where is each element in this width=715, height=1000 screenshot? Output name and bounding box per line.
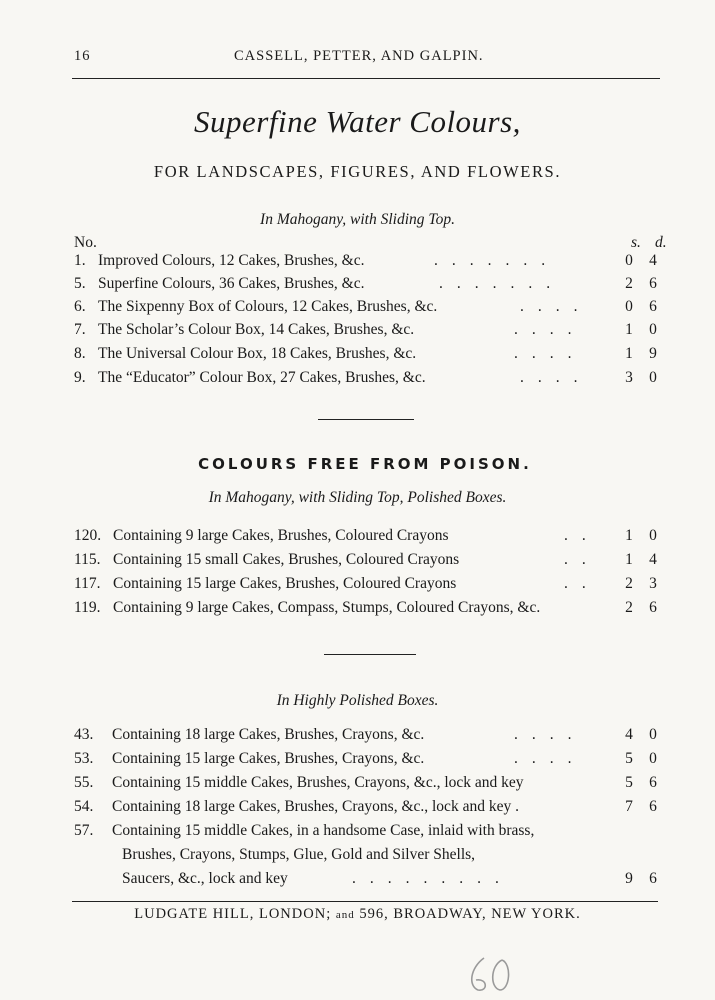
price-row xyxy=(74,599,664,621)
price-row xyxy=(74,369,664,391)
price-shillings: 2 xyxy=(625,599,633,616)
item-number: 43. xyxy=(74,726,94,743)
leader-dots: .... xyxy=(520,298,592,315)
price-shillings: 1 xyxy=(625,527,633,544)
price-pence: 6 xyxy=(649,798,657,815)
leader-dots: ....... xyxy=(434,252,560,269)
item-number: 5. xyxy=(74,275,86,292)
item-number: 53. xyxy=(74,750,94,767)
price-shillings: 1 xyxy=(625,345,633,362)
price-pence: 9 xyxy=(649,345,657,362)
item-number: 1. xyxy=(74,252,86,269)
leader-dots: .... xyxy=(514,345,586,362)
price-shillings: 3 xyxy=(625,369,633,386)
item-description: Superfine Colours, 36 Cakes, Brushes, &c. xyxy=(98,275,365,292)
price-pence: 0 xyxy=(649,750,657,767)
page-number: 16 xyxy=(74,48,91,64)
item-description: Containing 18 large Cakes, Brushes, Crayons, &c. xyxy=(112,726,425,743)
item-description: Containing 15 large Cakes, Brushes, Coloured Crayons xyxy=(113,575,457,592)
leader-dots: .. xyxy=(564,575,600,592)
price-shillings: 1 xyxy=(625,551,633,568)
price-pence: 0 xyxy=(649,527,657,544)
price-pence: 6 xyxy=(649,599,657,616)
item-description: The Sixpenny Box of Colours, 12 Cakes, Brushes, &c. xyxy=(98,298,438,315)
item-description: Containing 15 large Cakes, Brushes, Crayons, &c. xyxy=(112,750,425,767)
price-pence: 3 xyxy=(649,575,657,592)
price-row xyxy=(74,275,664,297)
price-shillings: 9 xyxy=(625,870,633,887)
price-pence: 0 xyxy=(649,321,657,338)
column-shillings-label: s. xyxy=(631,234,641,251)
footer-and: and xyxy=(335,909,355,921)
price-pence: 4 xyxy=(649,252,657,269)
leader-dots: .... xyxy=(514,750,586,767)
leader-dots: .. xyxy=(564,527,600,544)
price-row xyxy=(74,798,664,820)
pencil-annotation xyxy=(462,950,522,996)
item-description: Improved Colours, 12 Cakes, Brushes, &c. xyxy=(98,252,365,269)
section2-title: COLOURS FREE FROM POISON. xyxy=(198,455,532,473)
price-pence: 4 xyxy=(649,551,657,568)
section1-heading: In Mahogany, with Sliding Top. xyxy=(260,211,455,228)
column-pence-label: d. xyxy=(655,234,667,251)
item-number: 8. xyxy=(74,345,86,362)
item-description: The Scholar’s Colour Box, 14 Cakes, Brushes, &c. xyxy=(98,321,415,338)
price-row xyxy=(74,750,664,772)
price-row xyxy=(74,774,664,796)
header-rule xyxy=(72,78,660,79)
page-title: Superfine Water Colours, xyxy=(194,104,521,139)
leader-dots: ......... xyxy=(352,870,513,887)
footer-london: LUDGATE HILL, LONDON; xyxy=(134,906,332,922)
item-description: Containing 18 large Cakes, Brushes, Crayons, &c., lock and key . xyxy=(112,798,519,815)
price-row xyxy=(74,551,664,573)
item-description: Containing 15 middle Cakes, in a handsome Case, inlaid with brass, xyxy=(112,822,535,839)
item-number: 6. xyxy=(74,298,86,315)
item-description: Containing 15 small Cakes, Brushes, Coloured Crayons xyxy=(113,551,460,568)
item-description: Containing 9 large Cakes, Compass, Stumps, Coloured Crayons, &c. xyxy=(113,599,541,616)
item-number: 57. xyxy=(74,822,94,839)
price-row xyxy=(74,527,664,549)
price-shillings: 4 xyxy=(625,726,633,743)
running-header xyxy=(74,48,659,70)
section2-heading: In Mahogany, with Sliding Top, Polished Boxes. xyxy=(208,489,507,506)
price-row xyxy=(74,298,664,320)
leader-dots: .... xyxy=(514,726,586,743)
price-shillings: 5 xyxy=(625,750,633,767)
section-divider xyxy=(324,654,416,655)
price-shillings: 2 xyxy=(625,275,633,292)
item-number: 54. xyxy=(74,798,94,815)
price-shillings: 7 xyxy=(625,798,633,815)
item-number: 119. xyxy=(74,599,101,616)
section-divider xyxy=(318,419,414,420)
item-number: 120. xyxy=(74,527,102,544)
item-number: 7. xyxy=(74,321,86,338)
price-pence: 6 xyxy=(649,275,657,292)
page-subtitle: FOR LANDSCAPES, FIGURES, AND FLOWERS. xyxy=(153,162,562,181)
price-row xyxy=(74,252,664,274)
item-number: 115. xyxy=(74,551,101,568)
leader-dots: .. xyxy=(564,551,600,568)
price-row xyxy=(74,870,664,892)
leader-dots: ....... xyxy=(439,275,565,292)
item-number: 117. xyxy=(74,575,101,592)
price-row xyxy=(74,345,664,367)
leader-dots: .... xyxy=(514,321,586,338)
item-description: Containing 9 large Cakes, Brushes, Coloured Crayons xyxy=(113,527,449,544)
price-shillings: 1 xyxy=(625,321,633,338)
price-shillings: 0 xyxy=(625,252,633,269)
item-description: The Universal Colour Box, 18 Cakes, Brushes, &c. xyxy=(98,345,417,362)
price-row xyxy=(74,726,664,748)
item-description-continued: Brushes, Crayons, Stumps, Glue, Gold and Silver Shells, xyxy=(122,846,476,863)
price-pence: 6 xyxy=(649,774,657,791)
footer-rule xyxy=(72,901,658,902)
publisher-name: CASSELL, PETTER, AND GALPIN. xyxy=(234,48,484,64)
price-pence: 6 xyxy=(649,870,657,887)
publisher-address xyxy=(0,906,715,923)
item-number: 9. xyxy=(74,369,86,386)
price-pence: 6 xyxy=(649,298,657,315)
price-pence: 0 xyxy=(649,726,657,743)
price-row xyxy=(74,822,664,844)
section3-heading: In Highly Polished Boxes. xyxy=(276,692,439,709)
leader-dots: .... xyxy=(520,369,592,386)
price-shillings: 0 xyxy=(625,298,633,315)
item-description: Containing 15 middle Cakes, Brushes, Crayons, &c., lock and key xyxy=(112,774,524,791)
item-description-continued: Saucers, &c., lock and key xyxy=(122,870,288,887)
price-shillings: 2 xyxy=(625,575,633,592)
footer-new-york: 596, BROADWAY, NEW YORK. xyxy=(359,906,581,922)
column-no-label: No. xyxy=(74,234,97,251)
price-shillings: 5 xyxy=(625,774,633,791)
item-description: The “Educator” Colour Box, 27 Cakes, Brushes, &c. xyxy=(98,369,426,386)
price-row xyxy=(74,575,664,597)
price-pence: 0 xyxy=(649,369,657,386)
item-number: 55. xyxy=(74,774,94,791)
price-row xyxy=(74,321,664,343)
